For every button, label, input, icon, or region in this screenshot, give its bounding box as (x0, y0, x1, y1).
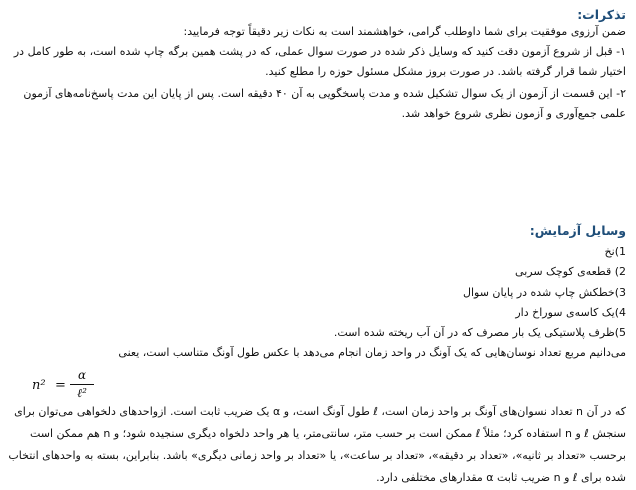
pendulum-formula (28, 368, 108, 408)
equipment-item-4: 4)یک کاسه‌ی سوراخ دار (515, 306, 626, 319)
notes-item-2-line-1: ۲- این قسمت از آزمون از یک سوال تشکیل شده و مدت پاسخگویی به آن ۴۰ دقیقه است. پس از پایان این مدت پاسخ‌نامه‌های آزمون (23, 87, 626, 100)
body-paragraph-line-3: برحسب «تعداد بر ثانیه»، «تعداد بر دقیقه»، «تعداد بر ساعت»، یا «تعداد بر واحد زمانی دیگری» باشد. بنابراین، بسته به واحدهای انتخاب (8, 449, 626, 462)
notes-intro: ضمن آرزوی موفقیت برای شما داوطلب گرامی، خواهشمند است به نکات زیر دقیقاً توجه فرمایید: (183, 25, 626, 38)
formula-denominator: ℓ² (77, 386, 87, 400)
body-paragraph-line-4: شده برای ℓ و n ضریب ثابت α مقدارهای مختلفی دارد. (376, 471, 626, 484)
body-paragraph-line-2: سنجش ℓ و n استفاده کرد؛ مثلاً ℓ ممکن است بر حسب متر، سانتی‌متر، یا هر واحد دلخواه دیگری سنجیده شود؛ و n هم ممکن است (29, 427, 626, 440)
equipment-item-5: 5)ظرف پلاستیکی یک بار مصرف که در آن آب ریخته شده است. (333, 326, 626, 339)
equipment-item-1: 1)نخ (604, 245, 626, 258)
formula-equals: = (55, 378, 66, 393)
notes-item-2-line-2: علمی جمع‌آوری و آزمون نظری شروع خواهد شد. (401, 107, 626, 120)
body-paragraph-line-1: که در آن n تعداد نسوان‌های آونگ بر واحد زمان است، ℓ طول آونگ است، و α یک ضریب ثابت است. ازواحدهای دلخواهی می‌توان برای (14, 405, 626, 418)
fraction-bar (70, 384, 94, 385)
body-intro-line: می‌دانیم مربع تعداد نوسان‌هایی که یک آونگ در واحد زمان انجام می‌دهد با عکس طول آونگ متناسب است، یعنی (118, 346, 626, 359)
notes-heading: تذکرات: (577, 7, 626, 22)
equipment-item-2: 2) قطعه‌ی کوچک سربی (515, 265, 626, 278)
equipment-heading: وسایل آزمایش: (529, 223, 626, 238)
equipment-item-3: 3)خطکش چاپ شده در پایان سوال (462, 286, 626, 299)
notes-item-1-line-2: اختیار شما قرار گرفته باشد. در صورت بروز مشکل مسئول حوزه را مطلع کنید. (265, 65, 626, 78)
notes-item-1-line-1: ۱- قبل از شروع آزمون دقت کنید که وسایل ذکر شده در صورت سوال عملی، که در پشت همین برگه چاپ شده است، به طور کامل در (13, 45, 626, 58)
formula-numerator: α (77, 368, 87, 382)
formula-fraction (68, 368, 96, 401)
formula-lhs: n² (32, 378, 46, 393)
